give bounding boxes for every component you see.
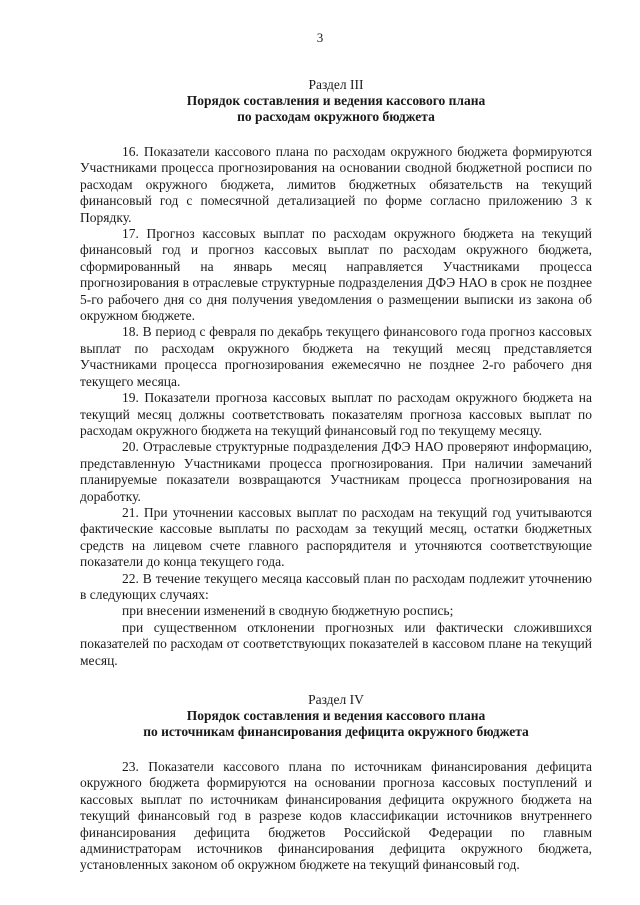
paragraph-16: 16. Показатели кассового плана по расходам окружного бюджета формируются Участниками процесса прогнозирования на основании сводной бюджетной росписи по расходам окружного бюджета, лимитов бюджетных обязательств на текущий финансовый год с помесячной детализацией по форме согласно приложению 3 к Порядку. — [80, 144, 592, 225]
section-4 — [80, 691, 592, 874]
paragraph-17: 17. Прогноз кассовых выплат по расходам окружного бюджета на текущий финансовый год и прогноз кассовых выплат по расходам окружного бюджета, сформированный на январь месяц направляется Участниками процесса прогнозирования в отраслевые структурные подразделения ДФЭ НАО в срок не позднее 5-го рабочего дня со дня получения уведомления о размещении выписки из закона об окружном бюджете. — [80, 226, 592, 324]
paragraph-22-case-2: при существенном отклонении прогнозных или фактически сложившихся показателей по расходам от соответствующих показателей в кассовом плане на текущий месяц. — [80, 619, 592, 668]
document-body — [80, 76, 592, 874]
page-number: 3 — [316, 30, 324, 45]
paragraph-21: 21. При уточнении кассовых выплат по расходам на текущий год учитываются фактические кассовые выплаты по расходам за текущий месяц, остатки бюджетных средств на лицевом счете главного распорядителя и уточняются соответствующие показатели до конца текущего года. — [80, 504, 592, 570]
section-4-title-line-1: Порядок составления и ведения кассового плана — [186, 708, 486, 723]
section-3-title-line-1: Порядок составления и ведения кассового плана — [186, 93, 486, 108]
paragraph-19: 19. Показатели прогноза кассовых выплат по расходам окружного бюджета на текущий месяц должны соответствовать показателям прогноза кассовых выплат по расходам окружного бюджета на текущий финансовый год по текущему месяцу. — [80, 390, 592, 438]
paragraph-23: 23. Показатели кассового плана по источникам финансирования дефицита окружного бюджета формируются на основании прогноза кассовых поступлений и кассовых выплат по источникам финансирования дефицита окружного бюджета на текущий финансовый год в разрезе кодов классификации источников внутреннего финансирования дефицита бюджетов Российской Федерации по главным администраторам источников финансирования дефицита окружного бюджета, установленных законом об окружном бюджете на текущий финансовый год. — [80, 759, 592, 873]
paragraph-20: 20. Отраслевые структурные подразделения ДФЭ НАО проверяют информацию, представленную Участниками процесса прогнозирования. При наличии замечаний планируемые показатели возвращаются Участникам процесса прогнозирования на доработку. — [80, 439, 592, 504]
paragraph-22-case-1: при внесении изменений в сводную бюджетную роспись; — [122, 603, 454, 619]
paragraph-22: 22. В течение текущего месяца кассовый план по расходам подлежит уточнению в следующих случаях: — [80, 570, 592, 602]
section-3-label: Раздел III — [308, 77, 364, 92]
section-4-title-line-2: по источникам финансирования дефицита окружного бюджета — [143, 724, 529, 739]
section-4-label: Раздел IV — [308, 692, 364, 707]
section-3-title-line-2: по расходам окружного бюджета — [237, 109, 435, 124]
paragraph-18: 18. В период с февраля по декабрь текущего финансового года прогноз кассовых выплат по расходам окружного бюджета на текущий месяц представляется Участниками процесса прогнозирования ежемесячно не позднее 2-го рабочего дня текущего месяца. — [80, 324, 592, 389]
section-3 — [80, 76, 592, 669]
